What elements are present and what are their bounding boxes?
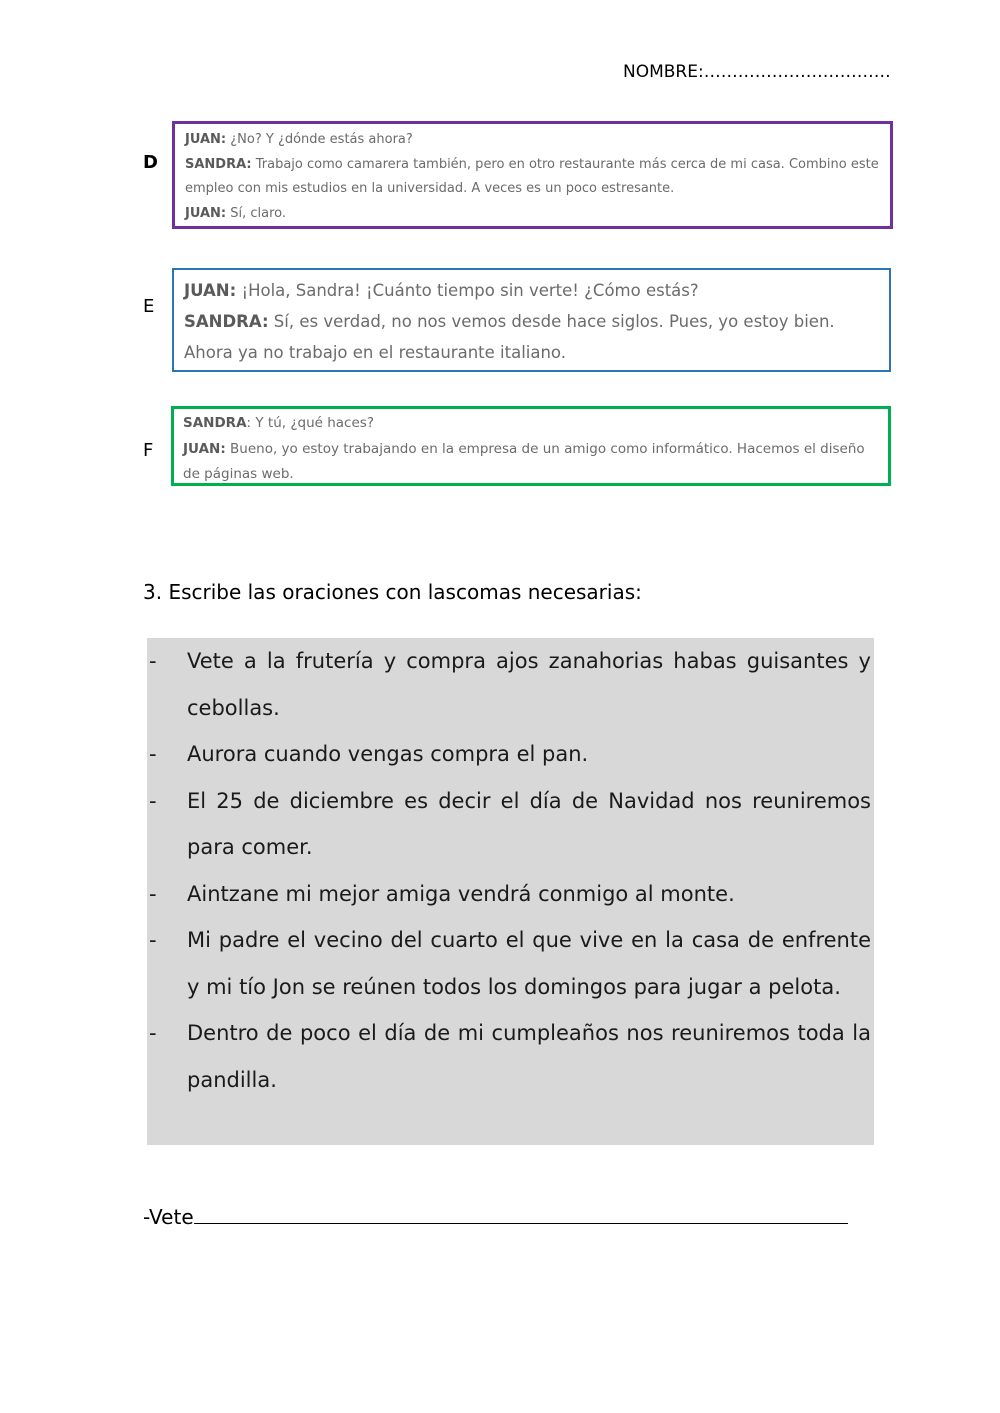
answer-line[interactable] <box>143 1205 848 1229</box>
dialogue-line <box>185 202 880 227</box>
answer-blank[interactable] <box>194 1205 848 1224</box>
sentence-item <box>147 778 871 871</box>
speaker-name: SANDRA <box>183 415 247 431</box>
dialogue-line <box>184 275 879 306</box>
dialogue-box-e <box>172 268 891 372</box>
sentence-item <box>147 917 871 1010</box>
dialogue-line <box>183 437 879 488</box>
answer-prefix: -Vete <box>143 1205 194 1229</box>
dialogue-box-f <box>171 406 891 486</box>
bullet-dash: - <box>149 649 157 673</box>
dialogue-line <box>185 128 880 153</box>
sentences-panel <box>147 638 874 1145</box>
line-text: ¡Hola, Sandra! ¡Cuánto tiempo sin verte! ¿Cómo estás? <box>236 281 699 300</box>
speaker-name: JUAN: <box>184 281 237 300</box>
dialogue-box-d <box>172 121 893 229</box>
sentence-text: Dentro de poco el día de mi cumpleaños nos reuniremos toda la pandilla. <box>187 1021 871 1092</box>
sentence-text: Aurora cuando vengas compra el pan. <box>187 742 589 766</box>
line-text: : Y tú, ¿qué haces? <box>246 415 374 431</box>
dialogue-line <box>184 306 879 368</box>
speaker-name: SANDRA: <box>185 156 252 172</box>
speaker-name: JUAN: <box>185 205 227 221</box>
bullet-dash: - <box>149 1021 157 1045</box>
sentence-text: Vete a la frutería y compra ajos zanahorias habas guisantes y cebollas. <box>187 649 871 720</box>
bullet-dash: - <box>149 742 157 766</box>
bullet-dash: - <box>149 788 157 813</box>
sentence-item <box>147 1010 871 1103</box>
line-text: ¿No? Y ¿dónde estás ahora? <box>226 132 413 147</box>
line-text: Bueno, yo estoy trabajando en la empresa de un amigo como informático. Hacemos el diseño de páginas web. <box>183 440 865 482</box>
sentence-text: Aintzane mi mejor amiga vendrá conmigo al monte. <box>187 881 735 906</box>
sentence-list <box>147 638 871 1103</box>
bullet-dash: - <box>149 881 157 906</box>
dialogue-line <box>185 153 880 202</box>
dialogue-line <box>183 411 879 437</box>
sentence-item <box>147 731 871 778</box>
speaker-name: SANDRA: <box>184 312 269 331</box>
line-text: Sí, claro. <box>226 205 287 221</box>
line-text: Trabajo como camarera también, pero en otro restaurante más cerca de mi casa. Combino este empleo con mis estudios en la universidad. A veces es un poco estresante. <box>185 156 879 196</box>
dialogue-letter-e: E <box>143 296 155 317</box>
bullet-dash: - <box>149 928 157 952</box>
line-text: Sí, es verdad, no nos vemos desde hace siglos. Pues, yo estoy bien. Ahora ya no trabajo en el restaurante italiano. <box>184 312 835 362</box>
dialogue-letter-f: F <box>143 440 154 461</box>
sentence-item <box>147 638 871 731</box>
sentence-text: El 25 de diciembre es decir el día de Navidad nos reuniremos para comer. <box>187 788 871 859</box>
sentence-text: Mi padre el vecino del cuarto el que vive en la casa de enfrente y mi tío Jon se reúnen todos los domingos para jugar a pelota. <box>187 928 871 999</box>
speaker-name: JUAN: <box>183 440 226 457</box>
name-field-label: NOMBRE:…………………………… <box>623 62 891 82</box>
exercise-instruction: 3. Escribe las oraciones con lascomas necesarias: <box>143 580 642 604</box>
sentence-item <box>147 871 871 918</box>
speaker-name: JUAN: <box>185 132 227 147</box>
dialogue-letter-d: D <box>143 152 158 173</box>
